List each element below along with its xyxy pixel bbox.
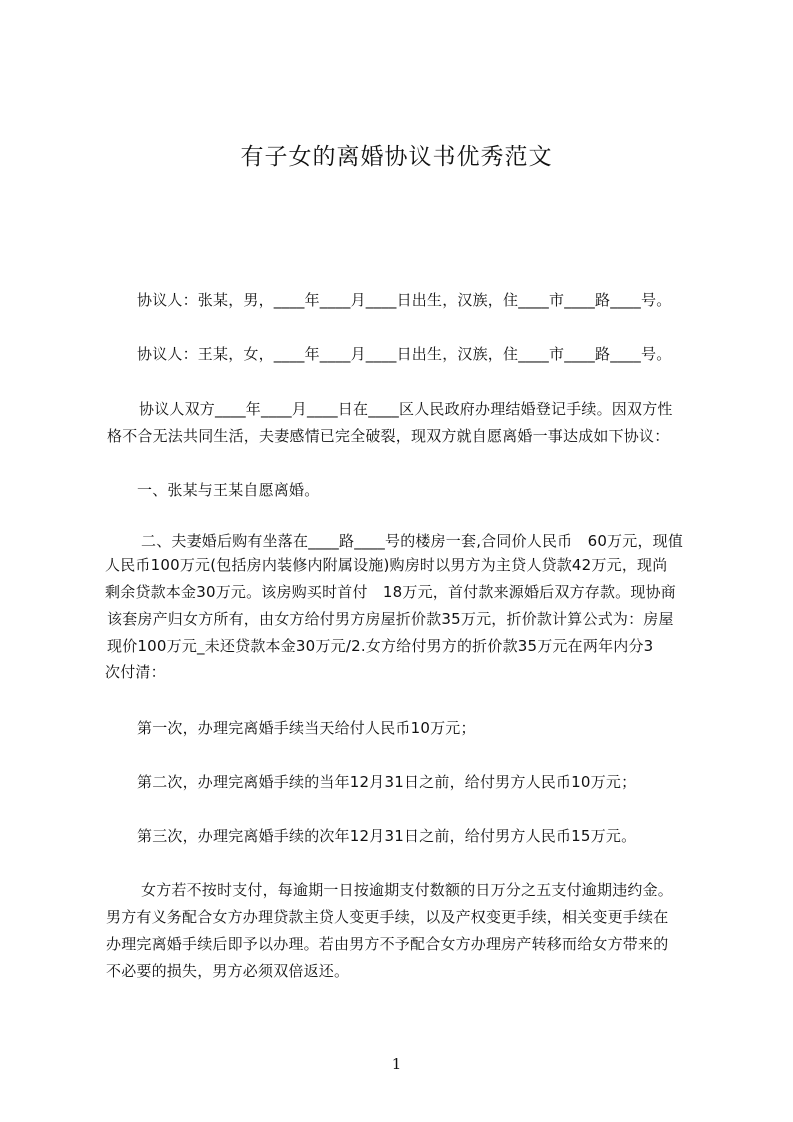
clause2-line-6: 次付清： [105,663,166,681]
payment2-line: 第二次，办理完离婚手续的当年12月31日之前，给付男方人民币10万元； [137,773,637,791]
penalty-line-2: 男方有义务配合女方办理贷款主贷人变更手续，以及产权变更手续，相关变更手续在 [106,908,669,926]
document-title: 有子女的离婚协议书优秀范文 [240,144,553,170]
clause2-line-1: 二、夫妻婚后购有坐落在____路____号的楼房一套,合同价人民币 60万元，现值 [141,532,684,550]
penalty-line-1: 女方若不按时支付，每逾期一日按逾期支付数额的日万分之五支付逾期违约金。 [141,881,674,899]
clause2-line-2: 人民币100万元(包括房内装修内附属设施)购房时以男方为主贷人贷款42万元，现尚 [105,556,668,574]
intro-line-1: 协议人双方____年____月____日在____区人民政府办理结婚登记手续。因双方性 [139,400,673,418]
clause2-line-5: 现价100万元_未还贷款本金30万元/2.女方给付男方的折价款35万元在两年内分3 [107,637,654,655]
intro-line-2: 格不合无法共同生活，夫妻感情已完全破裂，现双方就自愿离婚一事达成如下协议： [107,427,670,445]
clause1-line: 一、张某与王某自愿离婚。 [137,481,320,499]
penalty-line-4: 不必要的损失，男方必须双倍返还。 [106,962,350,980]
penalty-line-3: 办理完离婚手续后即予以办理。若由男方不予配合女方办理房产转移而给女方带来的 [106,935,669,953]
clause2-line-4: 该套房产归女方所有，由女方给付男方房屋折价款35万元，折价款计算公式为：房屋 [107,610,674,628]
clause2-body-clip [100,526,712,686]
clause2-line-3: 剩余贷款本金30万元。该房购买时首付 18万元，首付款来源婚后双方存款。现协商 [105,583,676,601]
page-number: 1 [391,1055,402,1073]
payment3-line: 第三次，办理完离婚手续的次年12月31日之前，给付男方人民币15万元。 [137,827,637,845]
party1-line: 协议人：张某，男，____年____月____日出生，汉族，住____市____路____号。 [137,291,672,309]
party2-line: 协议人：王某，女，____年____月____日出生，汉族，住____市____路____号。 [137,345,672,363]
payment1-line: 第一次，办理完离婚手续当天给付人民币10万元； [137,719,476,737]
